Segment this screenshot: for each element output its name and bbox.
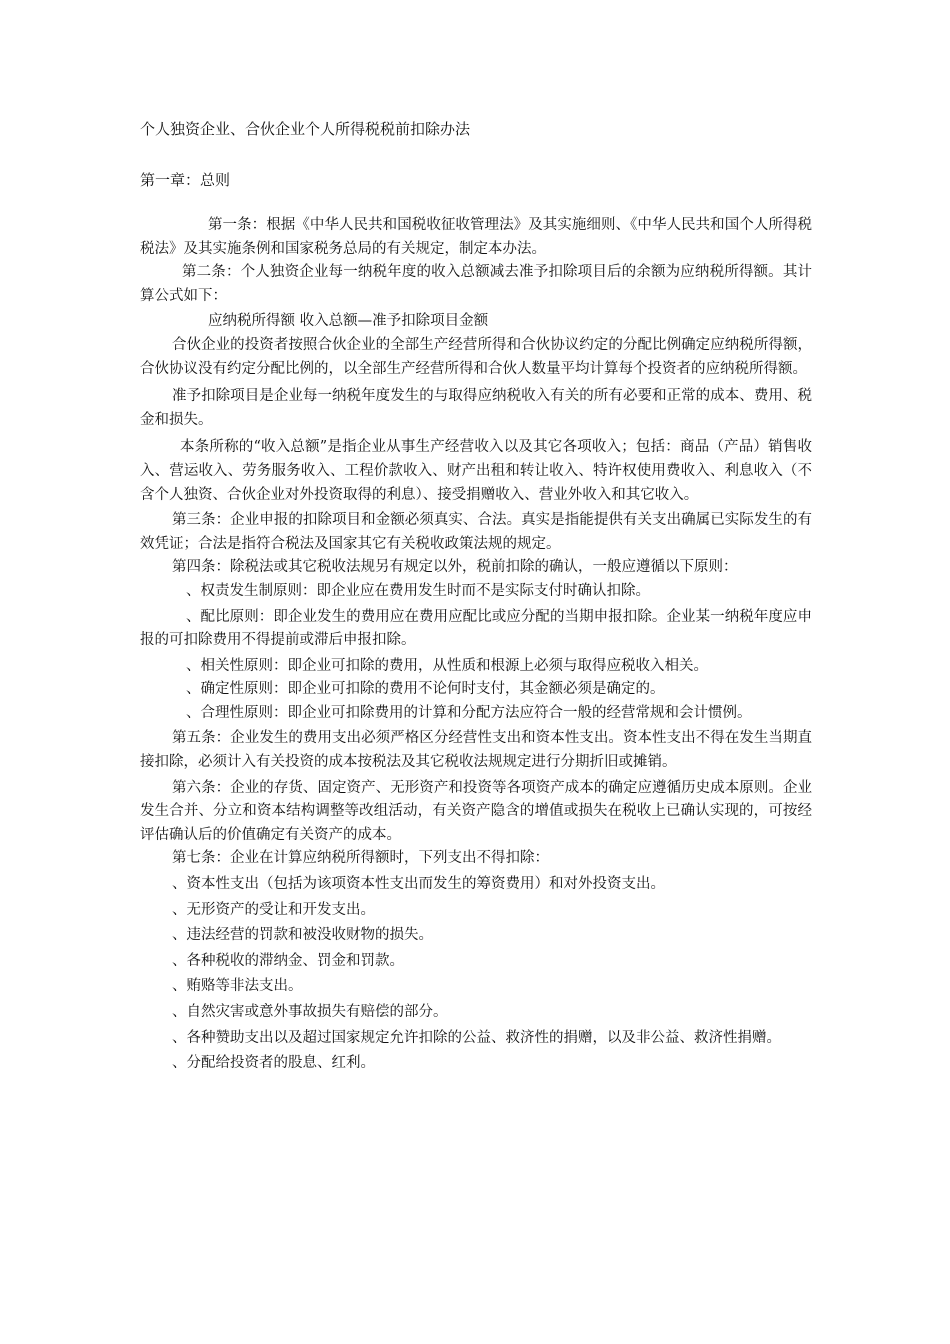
document-body xyxy=(140,214,812,1076)
principle-relevance: 、相关性原则：即企业可扣除的费用，从性质和根源上必须与取得应税收入相关。 xyxy=(186,657,708,674)
nondeductible-disaster: 、自然灾害或意外事故损失有赔偿的部分。 xyxy=(172,1004,448,1020)
article-7: 第七条：企业在计算应纳税所得额时，下列支出不得扣除： xyxy=(172,850,549,867)
nondeductible-donations: 、各种赞助支出以及超过国家规定允许扣除的公益、救济性的捐赠，以及非公益、救济性捐赠。 xyxy=(172,1029,781,1046)
principle-accrual: 、权责发生制原则：即企业应在费用发生时而不是实际支付时确认扣除。 xyxy=(186,582,650,599)
nondeductible-bribery: 、贿赂等非法支出。 xyxy=(172,978,303,995)
article-3: 第三条：企业申报的扣除项目和金额必须真实、合法。真实是指能提供有关支出确属已实际发生的有效凭证；合法是指符合税法及国家其它有关税收政策法规的规定。 xyxy=(140,512,812,552)
article-1: 第一条：根据《中华人民共和国税收征收管理法》及其实施细则、《中华人民共和国个人所得税税法》及其实施条例和国家税务总局的有关规定，制定本办法。 xyxy=(140,217,812,257)
partnership-paragraph: 合伙企业的投资者按照合伙企业的全部生产经营所得和合伙协议约定的分配比例确定应纳税所得额，合伙协议没有约定分配比例的，以全部生产经营所得和合伙人数量平均计算每个投资者的应纳税所得额。 xyxy=(140,336,812,377)
chapter-heading: 第一章：总则 xyxy=(140,171,231,189)
nondeductible-intangible: 、无形资产的受让和开发支出。 xyxy=(172,901,375,918)
principle-certainty: 、确定性原则：即企业可扣除的费用不论何时支付，其金额必须是确定的。 xyxy=(186,681,665,698)
nondeductible-late-fees: 、各种税收的滞纳金、罚金和罚款。 xyxy=(172,952,404,969)
formula: 应纳税所得额 收入总额—准予扣除项目金额 xyxy=(208,313,489,330)
nondeductible-dividends: 、分配给投资者的股息、红利。 xyxy=(172,1055,375,1072)
principle-matching: 、配比原则：即企业发生的费用应在费用应配比或应分配的当期申报扣除。企业某一纳税年度应申报的可扣除费用不得提前或滞后申报扣除。 xyxy=(140,608,812,649)
article-2: 第二条：个人独资企业每一纳税年度的收入总额减去准予扣除项目后的余额为应纳税所得额。其计算公式如下： xyxy=(140,264,812,304)
principle-reasonableness: 、合理性原则：即企业可扣除费用的计算和分配方法应符合一般的经营常规和会计惯例。 xyxy=(186,704,752,721)
nondeductible-capital: 、资本性支出（包括为该项资本性支出而发生的筹资费用）和对外投资支出。 xyxy=(172,876,665,893)
deduction-items-paragraph: 准予扣除项目是企业每一纳税年度发生的与取得应纳税收入有关的所有必要和正常的成本、费用、税金和损失。 xyxy=(140,388,812,428)
nondeductible-fines: 、违法经营的罚款和被没收财物的损失。 xyxy=(172,927,433,944)
article-5: 第五条：企业发生的费用支出必须严格区分经营性支出和资本性支出。资本性支出不得在发生当期直接扣除，必须计入有关投资的成本按税法及其它税收法规规定进行分期折旧或摊销。 xyxy=(140,730,812,771)
article-4: 第四条：除税法或其它税收法规另有规定以外，税前扣除的确认，一般应遵循以下原则： xyxy=(172,559,738,576)
document-title: 个人独资企业、合伙企业个人所得税税前扣除办法 xyxy=(140,120,471,138)
article-6: 第六条：企业的存货、固定资产、无形资产和投资等各项资产成本的确定应遵循历史成本原则。企业发生合并、分立和资本结构调整等改组活动，有关资产隐含的增值或损失在税收上已确认实现的，可按经评估确认后的价值确定有关资产的成本。 xyxy=(140,779,812,843)
income-definition-paragraph: 本条所称的“收入总额”是指企业从事生产经营收入以及其它各项收入；包括：商品（产品）销售收入、营运收入、劳务服务收入、工程价款收入、财产出租和转让收入、特许权使用费收入、利息收入（不含个人独资、合伙企业对外投资取得的利息）、接受捐赠收入、营业外收入和其它收入。 xyxy=(140,439,812,503)
